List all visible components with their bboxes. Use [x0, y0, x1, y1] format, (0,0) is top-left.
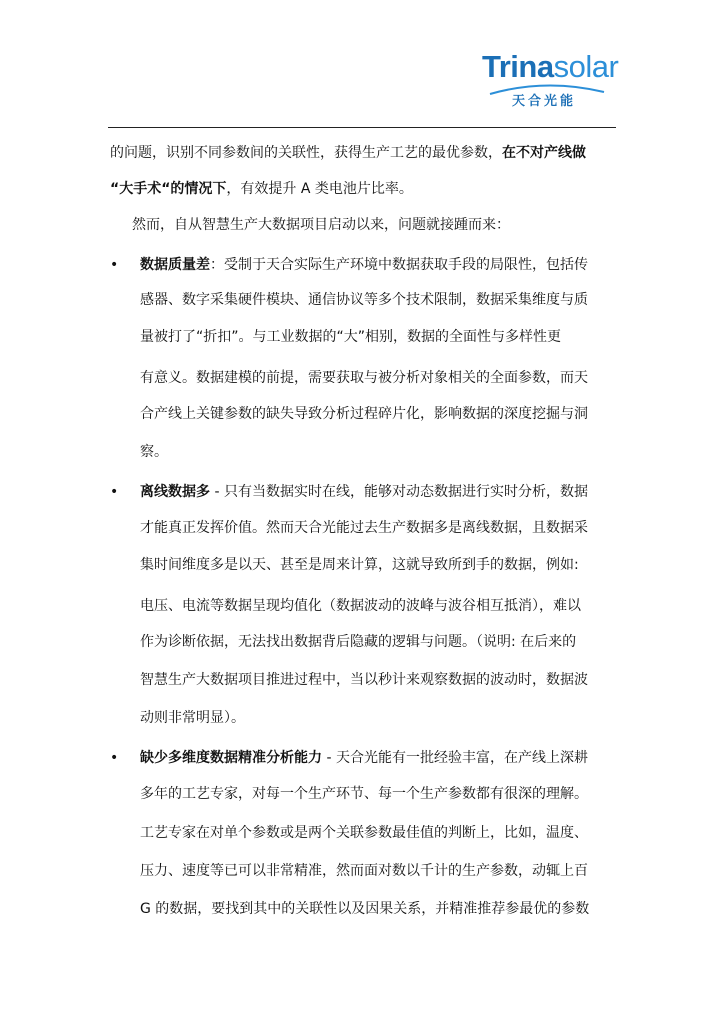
- paragraph-text: 然而，自从智慧生产大数据项目启动以来，问题就接踵而来：: [132, 217, 510, 233]
- intro-text: ，有效提升 A 类电池片比率。: [226, 181, 413, 197]
- bullet-2-line-7: 动则非常明显）。: [140, 710, 245, 726]
- bullet-1-title: 数据质量差: [140, 257, 210, 273]
- trinasolar-logo: [482, 49, 619, 118]
- intro-line-1: [110, 143, 586, 163]
- bullet-marker: •: [110, 484, 119, 500]
- bullet-2-line-2: 才能真正发挥价值。然而天合光能过去生产数据多是离线数据，且数据采: [140, 520, 588, 536]
- bullet-3-title: 缺少多维度数据精准分析能力: [140, 750, 322, 766]
- bullet-3-line-1: [140, 748, 588, 768]
- bullet-2-line-4: 电压、电流等数据呈现均值化（数据波动的波峰与波谷相互抵消），难以: [140, 598, 581, 614]
- bullet-2-title: 离线数据多: [140, 484, 210, 500]
- bullet-2-line-5: 作为诊断依据，无法找出数据背后隐藏的逻辑与问题。（说明: 在后来的: [140, 634, 577, 650]
- logo-brand-bold: Trina: [482, 49, 554, 84]
- bullet-marker: •: [110, 257, 119, 273]
- bullet-marker: •: [110, 750, 119, 766]
- bullet-2-text: - 只有当数据实时在线，能够对动态数据进行实时分析，数据: [210, 484, 588, 500]
- bullet-1-text: ：受制于天合实际生产环境中数据获取手段的局限性，包括传: [210, 257, 588, 273]
- bullet-2-line-3: 集时间维度多是以天、甚至是周来计算，这就导致所到手的数据，例如:: [140, 557, 579, 573]
- bullet-3-line-4: 压力、速度等已可以非常精准，然而面对数以千计的生产参数，动辄上百: [140, 863, 588, 879]
- bullet-1-line-5: 合产线上关键参数的缺失导致分析过程碎片化，影响数据的深度挖掘与洞: [140, 406, 588, 422]
- bullet-3-line-2: 多年的工艺专家，对每一个生产环节、每一个生产参数都有很深的理解。: [140, 786, 588, 802]
- bullet-3-text: - 天合光能有一批经验丰富，在产线上深耕: [322, 750, 588, 766]
- intro-bold-text: 在不对产线做: [502, 145, 586, 161]
- bullet-1-line-4: 有意义。数据建模的前提，需要获取与被分析对象相关的全面参数，而天: [140, 370, 588, 386]
- logo-brand-light: solar: [553, 49, 619, 84]
- bullet-1-line-1: [140, 255, 588, 275]
- intro-line-2: [110, 179, 413, 199]
- bullet-3-line-3: 工艺专家在对单个参数或是两个关联参数最佳值的判断上，比如，温度、: [140, 825, 588, 841]
- header-divider: [108, 127, 616, 128]
- bullet-3-line-5: G 的数据，要找到其中的关联性以及因果关系，并精准推荐参最优的参数: [140, 901, 590, 917]
- logo-wordmark: [482, 50, 618, 84]
- intro-text: 的问题，识别不同参数间的关联性，获得生产工艺的最优参数，: [110, 145, 502, 161]
- bullet-2-line-1: [140, 482, 588, 502]
- bullet-1-line-2: 感器、数字采集硬件模块、通信协议等多个技术限制，数据采集维度与质: [140, 292, 588, 308]
- logo-chinese-name: 天合光能: [512, 94, 577, 109]
- bullet-1-line-3: 量被打了“折扣”。与工业数据的“大”相别，数据的全面性与多样性更: [140, 329, 562, 345]
- bullet-2-line-6: 智慧生产大数据项目推进过程中，当以秒计来观察数据的波动时，数据波: [140, 672, 588, 688]
- bullet-1-line-6: 察。: [140, 444, 168, 460]
- intro-bold-text: “大手术“的情况下: [110, 181, 227, 197]
